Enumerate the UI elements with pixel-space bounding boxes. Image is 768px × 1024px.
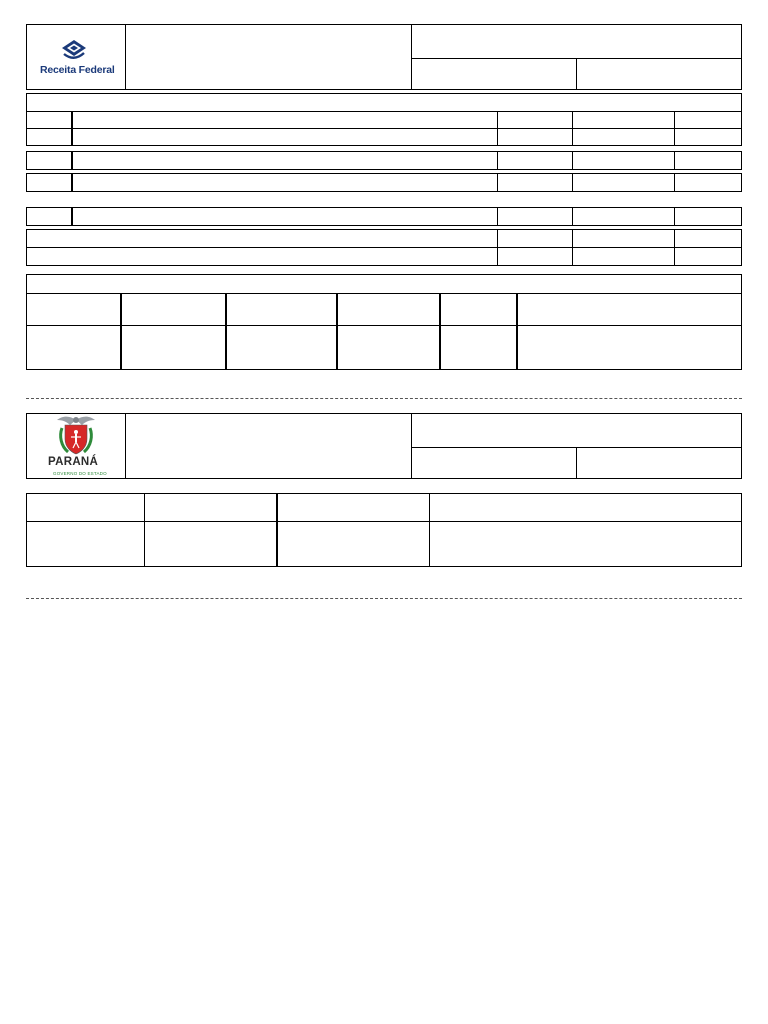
item-row bbox=[26, 151, 742, 170]
receita-federal-emblem-icon bbox=[59, 39, 89, 63]
item-row-col-divider bbox=[674, 173, 675, 192]
federal-items-block bbox=[26, 93, 742, 146]
item-row-col-divider bbox=[572, 207, 573, 226]
state-header-bottom-right bbox=[576, 447, 742, 479]
state-auth-col-divider bbox=[276, 493, 278, 567]
item-row-col-divider bbox=[497, 173, 498, 192]
item-row-col-divider bbox=[497, 207, 498, 226]
auth-col-divider bbox=[120, 293, 122, 370]
items-row-divider bbox=[26, 128, 742, 129]
item-row-col-divider bbox=[497, 151, 498, 170]
item-row-code-divider bbox=[71, 151, 73, 170]
totals-col-divider bbox=[572, 229, 573, 266]
item-row-col-divider bbox=[572, 173, 573, 192]
parana-logo bbox=[26, 413, 126, 479]
auth-caption-divider bbox=[26, 293, 742, 294]
item-row-col-divider bbox=[572, 151, 573, 170]
auth-col-divider bbox=[336, 293, 338, 370]
federal-header-bottom-right bbox=[576, 58, 742, 90]
item-code-divider bbox=[71, 111, 73, 146]
auth-header-divider bbox=[26, 325, 742, 326]
state-header-top-right bbox=[411, 413, 742, 448]
auth-col-divider bbox=[439, 293, 441, 370]
federal-header-top-right bbox=[411, 24, 742, 59]
item-col-divider-2 bbox=[572, 111, 573, 146]
item-row-col-divider bbox=[674, 151, 675, 170]
federal-title-cell bbox=[125, 24, 412, 90]
receita-federal-logo bbox=[26, 24, 126, 90]
item-col-divider-3 bbox=[674, 111, 675, 146]
state-authentication-block bbox=[26, 493, 742, 567]
totals-col-divider bbox=[674, 229, 675, 266]
item-row bbox=[26, 173, 742, 192]
item-row-code-divider bbox=[71, 173, 73, 192]
parana-coat-of-arms-icon bbox=[54, 414, 98, 458]
item-row bbox=[26, 207, 742, 226]
state-auth-col-divider bbox=[429, 493, 430, 567]
cut-line bbox=[26, 398, 742, 399]
totals-row-divider bbox=[26, 247, 742, 248]
receita-federal-logo-text: Receita Federal bbox=[40, 64, 115, 76]
totals-col-divider bbox=[497, 229, 498, 266]
state-auth-header-divider bbox=[26, 521, 742, 522]
item-row-code-divider bbox=[71, 207, 73, 226]
item-row-col-divider bbox=[674, 207, 675, 226]
parana-logo-text: PARANÁ bbox=[48, 456, 99, 468]
state-header-bottom-left bbox=[411, 447, 577, 479]
parana-logo-subtext: GOVERNO DO ESTADO bbox=[53, 471, 107, 476]
item-col-divider-1 bbox=[497, 111, 498, 146]
auth-col-divider bbox=[225, 293, 227, 370]
auth-col-divider bbox=[516, 293, 518, 370]
federal-authentication-block bbox=[26, 274, 742, 370]
items-caption-divider bbox=[26, 111, 742, 112]
state-auth-col-divider bbox=[144, 493, 145, 567]
federal-header-bottom-left bbox=[411, 58, 577, 90]
state-title-cell bbox=[125, 413, 412, 479]
cut-line bbox=[26, 598, 742, 599]
